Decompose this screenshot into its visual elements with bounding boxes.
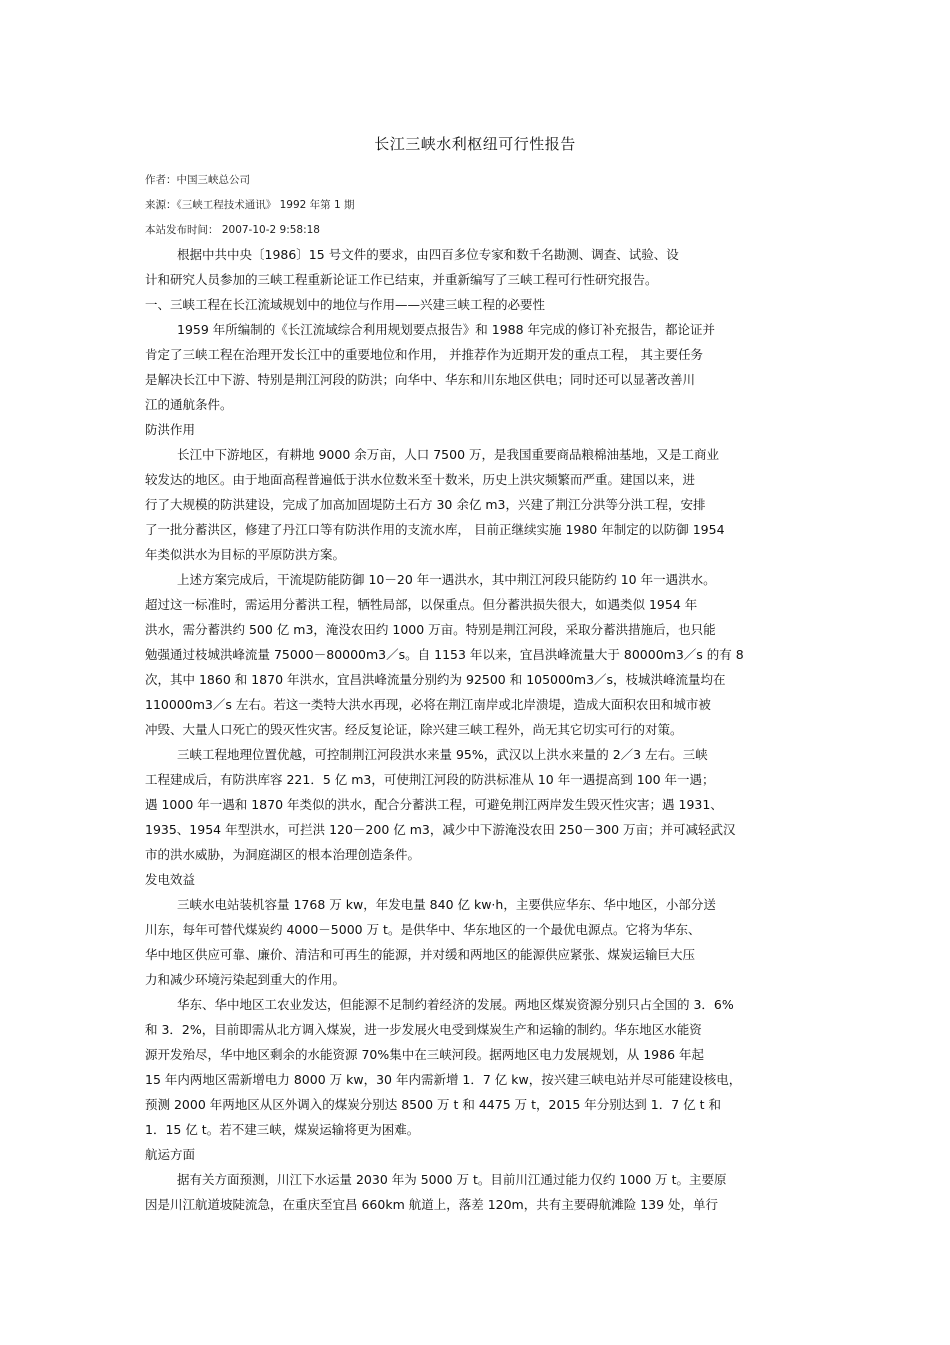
body-line: 次，其中 1860 和 1870 年洪水，宜昌洪峰流量分别约为 92500 和 105000m3／s，枝城洪峰流量均在 [145, 672, 726, 687]
body-line: 遇 1000 年一遇和 1870 年类似的洪水，配合分蓄洪工程，可避免荆江两岸发生毁灭性灾害；遇 1931、 [145, 797, 723, 812]
body-line: 洪水，需分蓄洪约 500 亿 m3，淹没农田约 1000 万亩。特别是荆江河段，采取分蓄洪措施后，也只能 [145, 622, 716, 637]
subsection-heading: 发电效益 [145, 872, 196, 887]
body-line: 和 3．2%，目前即需从北方调入煤炭，进一步发展火电受到煤炭生产和运输的制约。华东地区水能资 [145, 1022, 702, 1037]
body-line: 工程建成后，有防洪库容 221．5 亿 m3，可使荆江河段的防洪标准从 10 年一遇提高到 100 年一遇； [145, 772, 715, 787]
body-line: 1959 年所编制的《长江流域综合利用规划要点报告》和 1988 年完成的修订补充报告，都论证并 [177, 322, 716, 337]
body-line: 力和减少环境污染起到重大的作用。 [145, 972, 346, 987]
document-title: 长江三峡水利枢纽可行性报告 [374, 135, 576, 153]
body-line: 长江中下游地区，有耕地 9000 余万亩，人口 7500 万，是我国重要商品粮棉油基地，又是工商业 [177, 447, 720, 462]
body-line: 冲毁、大量人口死亡的毁灭性灾害。经反复论证，除兴建三峡工程外，尚无其它切实可行的对策。 [145, 722, 683, 737]
body-line: 三峡工程地理位置优越，可控制荆江河段洪水来量 95%，武汉以上洪水来量的 2／3 左右。三峡 [177, 747, 708, 762]
publish-time-line: 本站发布时间： 2007-10-2 9:58:18 [145, 224, 320, 236]
body-line: 因是川江航道坡陡流急，在重庆至宜昌 660km 航道上，落差 120m，共有主要碍航滩险 139 处，单行 [145, 1197, 719, 1212]
body-line: 市的洪水威胁，为洞庭湖区的根本治理创造条件。 [145, 847, 421, 862]
body-line: 是解决长江中下游、特别是荆江河段的防洪；向华中、华东和川东地区供电；同时还可以显著改善川 [145, 372, 696, 387]
body-line: 肯定了三峡工程在治理开发长江中的重要地位和作用， 并推荐作为近期开发的重点工程， 其主要任务 [145, 347, 703, 362]
subsection-heading: 防洪作用 [145, 422, 196, 437]
body-line: 1．15 亿 t。若不建三峡，煤炭运输将更为困难。 [145, 1122, 420, 1137]
body-line: 川东，每年可替代煤炭约 4000－5000 万 t。是供华中、华东地区的一个最优电源点。它将为华东、 [145, 922, 701, 937]
source-line: 来源：《三峡工程技术通讯》 1992 年第 1 期 [145, 199, 355, 211]
body-line: 上述方案完成后，干流堤防能防御 10－20 年一遇洪水，其中荆江河段只能防约 10 年一遇洪水。 [177, 572, 716, 587]
body-line: 据有关方面预测，川江下水运量 2030 年为 5000 万 t。目前川江通过能力仅约 1000 万 t。主要原 [177, 1172, 727, 1187]
body-line: 15 年内两地区需新增电力 8000 万 kw，30 年内需新增 1．7 亿 kw，按兴建三峡电站并尽可能建设核电， [145, 1072, 742, 1087]
author-line: 作者：中国三峡总公司 [145, 174, 250, 186]
body-line: 行了大规模的防洪建设，完成了加高加固堤防土石方 30 余亿 m3，兴建了荆江分洪等分洪工程，安排 [145, 497, 706, 512]
subsection-heading: 航运方面 [145, 1147, 196, 1162]
body-line: 江的通航条件。 [145, 397, 233, 412]
body-line: 了一批分蓄洪区，修建了丹江口等有防洪作用的支流水库， 目前正继续实施 1980 年制定的以防御 1954 [145, 522, 725, 537]
body-line: 根据中共中央〔1986〕15 号文件的要求，由四百多位专家和数千名勘测、调查、试验、设 [177, 247, 679, 262]
body-line: 较发达的地区。由于地面高程普遍低于洪水位数米至十数米，历史上洪灾频繁而严重。建国以来，进 [145, 472, 696, 487]
body-line: 110000m3／s 左右。若这一类特大洪水再现，必将在荆江南岸或北岸溃堤，造成大面积农田和城市被 [145, 697, 711, 712]
body-line: 华东、华中地区工农业发达，但能源不足制约着经济的发展。两地区煤炭资源分别只占全国的 3．6% [177, 997, 734, 1012]
body-line: 华中地区供应可靠、廉价、清洁和可再生的能源，并对缓和两地区的能源供应紧张、煤炭运输巨大压 [145, 947, 696, 962]
section-heading: 一、三峡工程在长江流域规划中的地位与作用——兴建三峡工程的必要性 [145, 297, 546, 312]
body-line: 三峡水电站装机容量 1768 万 kw，年发电量 840 亿 kw·h，主要供应华东、华中地区，小部分送 [177, 897, 716, 912]
body-line: 年类似洪水为目标的平原防洪方案。 [145, 547, 346, 562]
body-line: 预测 2000 年两地区从区外调入的煤炭分别达 8500 万 t 和 4475 万 t，2015 年分别达到 1．7 亿 t 和 [145, 1097, 721, 1112]
body-line: 计和研究人员参加的三峡工程重新论证工作已结束，并重新编写了三峡工程可行性研究报告。 [145, 272, 658, 287]
body-line: 源开发殆尽，华中地区剩余的水能资源 70%集中在三峡河段。据两地区电力发展规划，从 1986 年起 [145, 1047, 705, 1062]
body-line: 1935、1954 年型洪水，可拦洪 120－200 亿 m3，减少中下游淹没农田 250－300 万亩；并可减轻武汉 [145, 822, 736, 837]
body-line: 勉强通过枝城洪峰流量 75000－80000m3／s。自 1153 年以来，宜昌洪峰流量大于 80000m3／s 的有 8 [145, 647, 744, 662]
body-line: 超过这一标准时，需运用分蓄洪工程，牺牲局部，以保重点。但分蓄洪损失很大，如遇类似 1954 年 [145, 597, 698, 612]
